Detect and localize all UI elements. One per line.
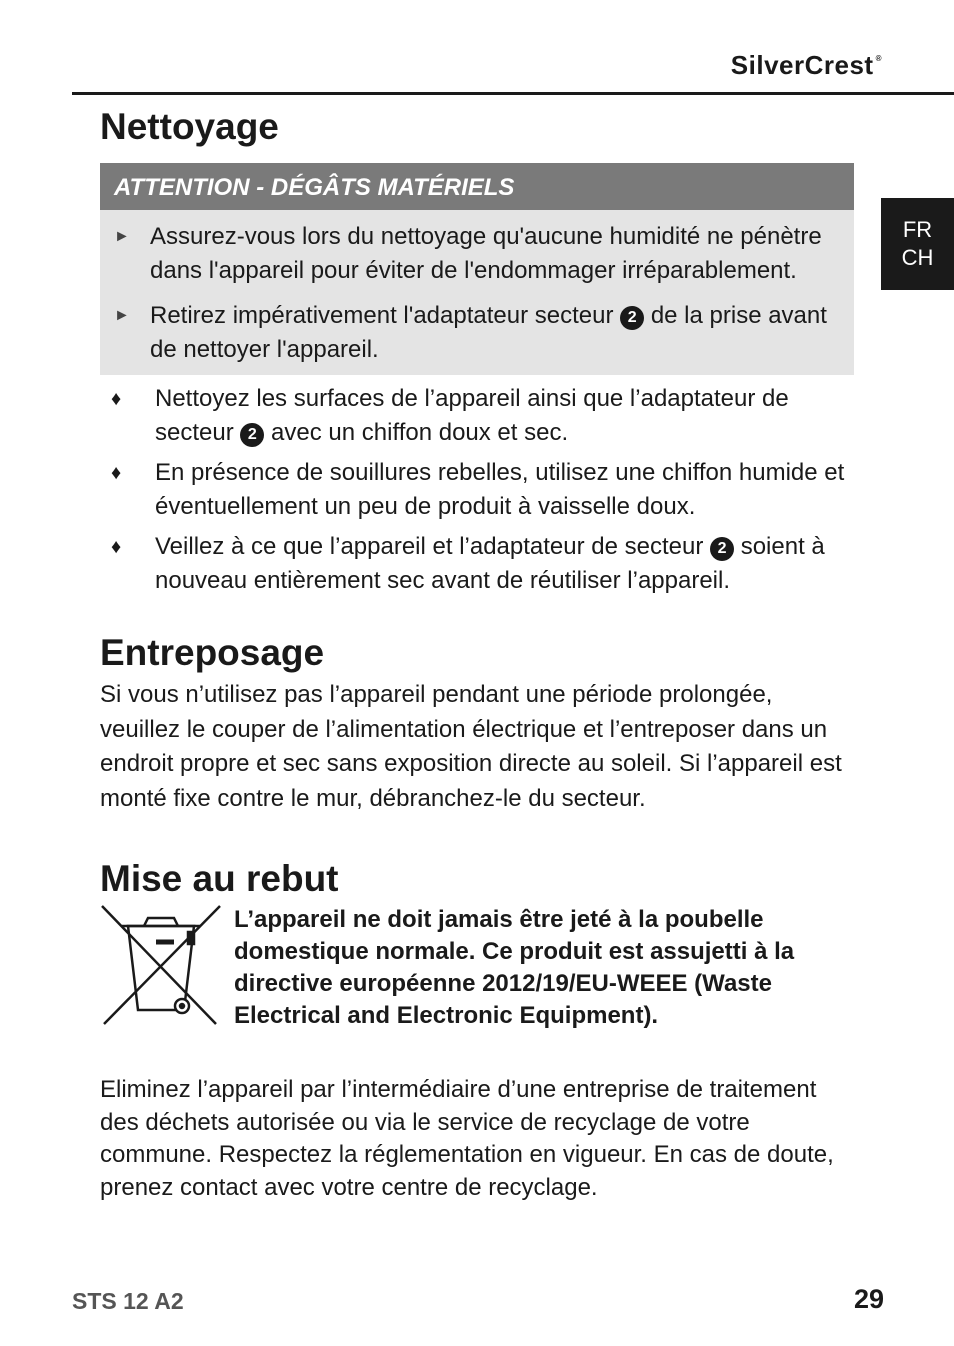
warning-title: ATTENTION - DÉGÂTS MATÉRIELS xyxy=(100,163,854,210)
list-item xyxy=(100,382,854,450)
disposal-heading: Mise au rebut xyxy=(100,858,339,899)
language-code-fr: FR xyxy=(902,217,933,242)
language-code-ch: CH xyxy=(901,245,934,270)
text-segment: Retirez impérativement l'adaptateur secteur xyxy=(150,302,614,329)
warning-list xyxy=(100,210,854,375)
cleaning-steps xyxy=(100,382,854,598)
storage-text: Si vous n’utilisez pas l’appareil pendant une période prolongée, veuillez le couper de l’alimentation électrique et l’entreposer dans un endroit propre et sec sans exposition directe au soleil. Si l’appareil est monté fixe contre le mur, débranchez-le du secteur. xyxy=(100,681,842,812)
warning-item-text xyxy=(150,299,838,367)
registered-mark: ® xyxy=(875,54,882,63)
model-number: STS 12 A2 xyxy=(72,1288,184,1314)
diamond-bullet-icon: ♦ xyxy=(111,388,122,410)
warning-item xyxy=(114,299,838,367)
text-segment: de la prise avant de nettoyer l'appareil. xyxy=(150,302,827,363)
brand-logo xyxy=(731,50,882,81)
cleaning-heading: Nettoyage xyxy=(100,106,279,147)
diamond-bullet-icon: ♦ xyxy=(111,536,122,558)
part-number-badge: 2 xyxy=(710,537,734,561)
text-segment: soient à nouveau entièrement sec avant de réutiliser l’appareil. xyxy=(155,533,825,594)
arrow-bullet-icon: ► xyxy=(114,228,130,245)
warning-box xyxy=(100,163,854,375)
list-item-text xyxy=(155,530,854,598)
text-segment: Nettoyez les surfaces de l’appareil ainsi que l’adaptateur de secteur xyxy=(155,385,789,446)
warning-item-text: Assurez-vous lors du nettoyage qu'aucune humidité ne pénètre dans l'appareil pour éviter de l'endommager irréparablement. xyxy=(150,223,822,284)
disposal-notice xyxy=(100,904,854,1034)
disposal-text: Eliminez l’appareil par l’intermédiaire d’une entreprise de traitement des déchets autorisée ou via le service de recyclage de votre commune. Respectez la réglementation en vigueur. En cas de doute, prenez contact avec votre centre de recyclage. xyxy=(100,1076,834,1201)
list-item-text: En présence de souillures rebelles, utilisez une chiffon humide et éventuellement un peu de produit à vaisselle doux. xyxy=(155,459,845,520)
crossed-out-wheelie-bin-icon xyxy=(100,904,234,1034)
warning-item xyxy=(114,220,838,288)
arrow-bullet-icon: ► xyxy=(114,307,130,324)
part-number-badge: 2 xyxy=(240,423,264,447)
diamond-bullet-icon: ♦ xyxy=(111,462,122,484)
header-rule xyxy=(72,92,954,95)
list-item xyxy=(100,530,854,598)
weee-notice-text: L’appareil ne doit jamais être jeté à la poubelle domestique normale. Ce produit est assujetti à la directive européenne 2012/19/EU-WEEE (Waste Electrical and Electronic Equipment). xyxy=(234,906,795,1029)
storage-heading: Entreposage xyxy=(100,632,325,673)
text-segment: avec un chiffon doux et sec. xyxy=(271,419,569,446)
part-number-badge: 2 xyxy=(620,306,644,330)
list-item-text xyxy=(155,382,854,450)
page-content xyxy=(100,102,854,1204)
brand-name: SilverCrest xyxy=(730,50,874,80)
page-number: 29 xyxy=(853,1284,884,1314)
list-item xyxy=(100,456,854,524)
text-segment: Veillez à ce que l’appareil et l’adaptateur de secteur xyxy=(155,533,704,560)
language-tab xyxy=(881,198,954,290)
